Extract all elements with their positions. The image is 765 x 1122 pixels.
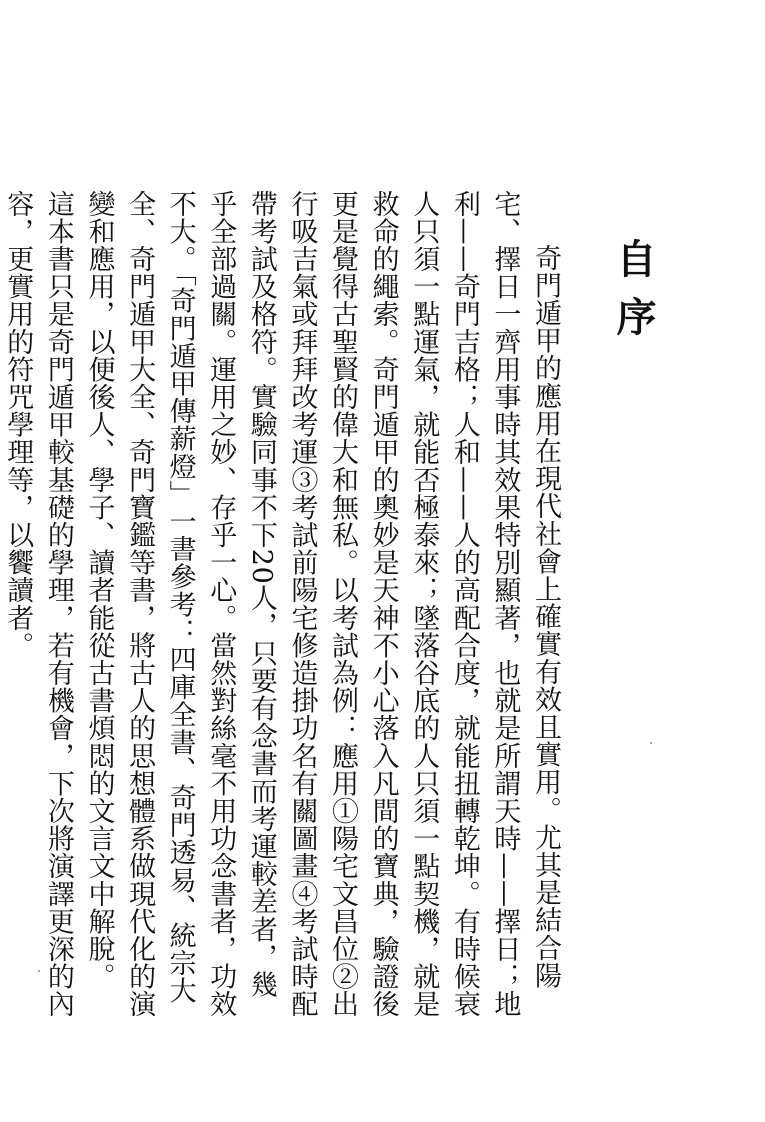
scan-speck: [650, 742, 652, 744]
scan-speck: [38, 970, 40, 972]
preface-body: [0, 190, 565, 1020]
paragraph-2: 這本書只是奇門遁甲較基礎的學理，若有機會，下次將演譯更深的內容，更實用的符咒學理等，以饗讀者。: [2, 190, 74, 1018]
paragraph-1: 奇門遁甲的應用在現代社會上確實有效且實用。尤其是結合陽宅、擇日一齊用事時其效果特別顯著，也就是所謂天時——擇日；地利——奇門吉格；人和——人的高配合度，就能扭轉乾坤。有時候衰人只須一點運氣，就能否極泰來；墜落谷底的人只須一點契機，就是救命的繩索。奇門遁甲的奧妙是天神不小心落入凡間的寶典，驗證後更是覺得古聖賢的偉大和無私。以考試為例：應用①陽宅文昌位②出行吸吉氣或拜拜改考運③考試前陽宅修造掛功名有關圖畫④考試時配帶考試及格符。實驗同事不下20人，只要有念書而考運較差者，幾乎全部過關。運用之妙、存乎一心。當然對絲毫不用功念書者，功效不大。「奇門遁甲傳薪燈」一書參考：四庫全書、奇門透易、統宗大全、奇門遁甲大全、奇門寶鑑等書，將古人的思想體系做現代化的演變和應用，以便後人、學子、讀者能從古書煩悶的文言文中解脫。: [83, 190, 561, 1018]
page-title: 自序: [610, 238, 656, 354]
